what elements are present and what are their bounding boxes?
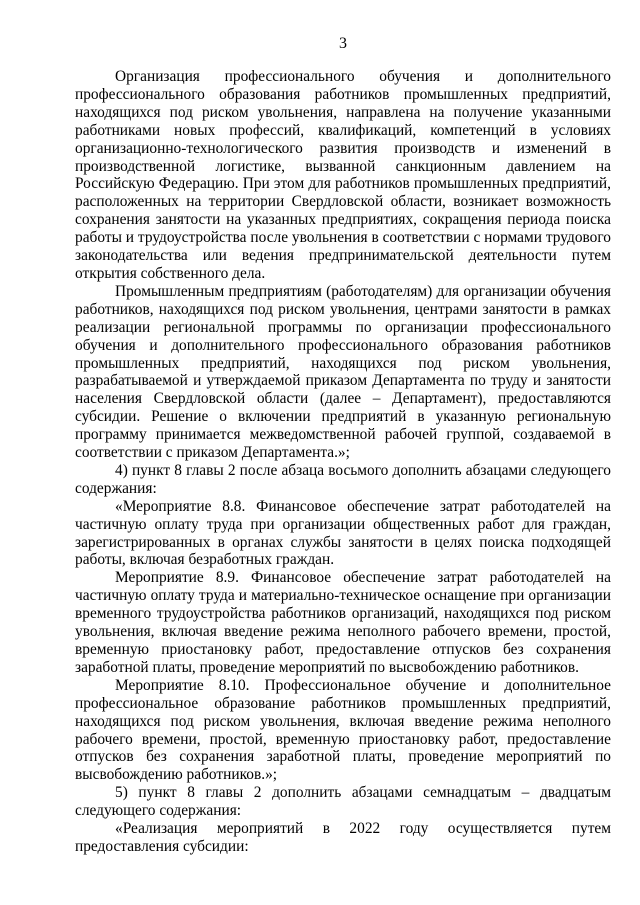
paragraph: «Мероприятие 8.8. Финансовое обеспечение затрат работодателей на частичную оплату труда при организации общественных работ для граждан, зарегистрированных в органах службы занятости в целях поиска подходящей работы, включая безработных граждан. (75, 497, 611, 569)
paragraph: 5) пункт 8 главы 2 дополнить абзацами семнадцатым – двадцатым следующего содержания: (75, 784, 611, 820)
paragraph: Мероприятие 8.10. Профессиональное обучение и дополнительное профессиональное образование работников промышленных предприятий, находящихся под риском увольнения, включая введение режима неполного рабочего времени, простой, временную приостановку работ, предоставление отпусков без сохранения заработной платы, проведение мероприятий по высвобождению работников.»; (75, 676, 611, 784)
paragraph: Мероприятие 8.9. Финансовое обеспечение затрат работодателей на частичную оплату труда и материально-техническое оснащение при организации временного трудоустройства работников организаций, находящихся под риском увольнения, включая введение режима неполного рабочего времени, простой, временную приостановку работ, предоставление отпусков без сохранения заработной платы, проведение мероприятий по высвобождению работников. (75, 569, 611, 676)
paragraph: Организация профессионального обучения и дополнительного профессионального образования работников промышленных предприятий, находящихся под риском увольнения, направлена на получение указанными работниками новых профессий, квалификаций, компетенций в условиях организационно-технологического развития производств и изменений в производственной логистике, вызванной санкционным давлением на Российскую Федерацию. При этом для работников промышленных предприятий, расположенных на территории Свердловской области, возникает возможность сохранения занятости на указанных предприятиях, сокращения периода поиска работы и трудоустройства после увольнения в соответствии с нормами трудового законодательства или ведения предпринимательской деятельности путем открытия собственного дела. (75, 68, 611, 282)
document-body (75, 68, 611, 856)
paragraph: 4) пункт 8 главы 2 после абзаца восьмого дополнить абзацами следующего содержания: (75, 461, 611, 497)
paragraph: Промышленным предприятиям (работодателям) для организации обучения работников, находящихся под риском увольнения, центрами занятости в рамках реализации региональной программы по организации профессионального обучения и дополнительного профессионального образования работников промышленных предприятий, находящихся под риском увольнения, разрабатываемой и утверждаемой приказом Департамента по труду и занятости населения Свердловской области (далее – Департамент), предоставляются субсидии. Решение о включении предприятий в указанную региональную программу принимается межведомственной рабочей группой, создаваемой в соответствии с приказом Департамента.»; (75, 282, 611, 462)
paragraph: «Реализация мероприятий в 2022 году осуществляется путем предоставления субсидии: (75, 820, 611, 855)
page-number: 3 (339, 35, 347, 52)
